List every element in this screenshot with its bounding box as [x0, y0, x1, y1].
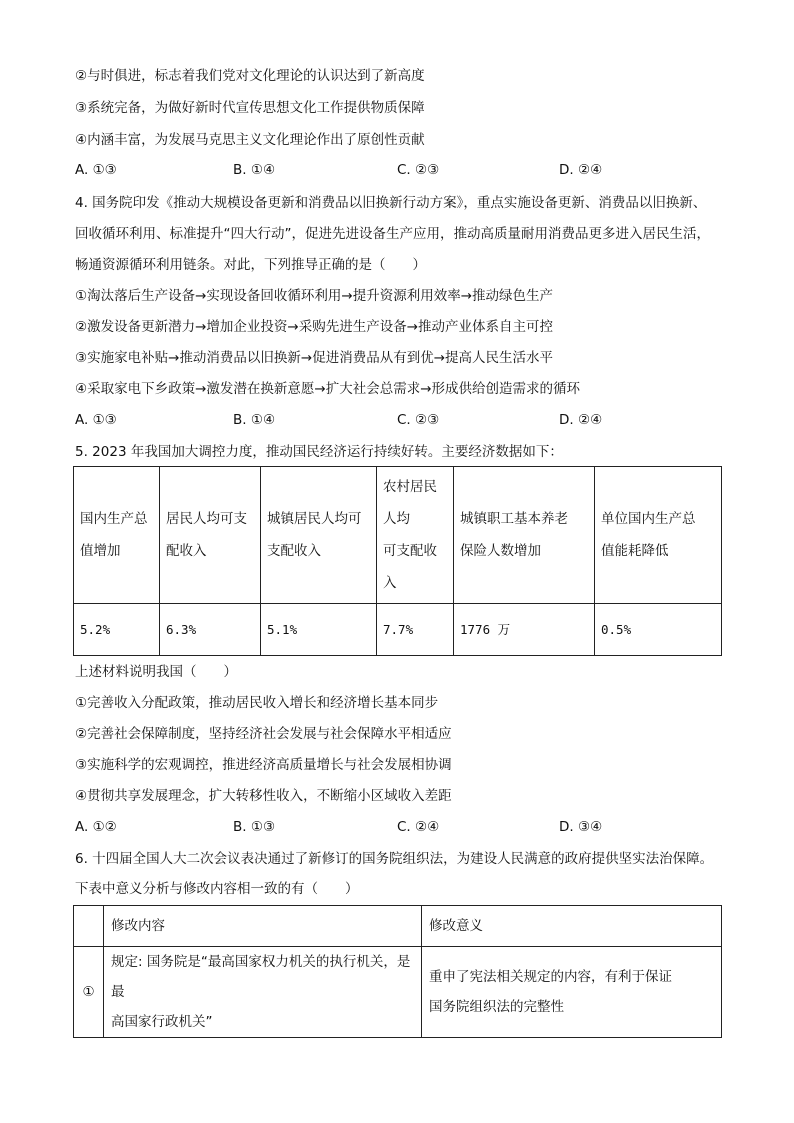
q3-item-4: ④内涵丰富，为发展马克思主义文化理论作出了原创性贡献: [75, 132, 425, 148]
q6-stem-line-2: 下表中意义分析与修改内容相一致的有（ ）: [75, 881, 359, 897]
q3-option-d[interactable]: D. ②④: [559, 162, 603, 178]
q4-item-4: ④采取家电下乡政策→激发潜在换新意愿→扩大社会总需求→形成供给创造需求的循环: [75, 381, 581, 397]
row-meaning: 重申了宪法相关规定的内容，有利于保证 国务院组织法的完整性: [422, 947, 722, 1038]
header-per-capita-income: 居民人均可支 配收入: [160, 467, 261, 604]
q6-stem-line-1: 6. 十四届全国人大二次会议表决通过了新修订的国务院组织法，为建设人民满意的政府提供坚实法治保障。: [75, 851, 714, 867]
q3-option-c[interactable]: C. ②③: [397, 162, 440, 178]
q4-option-a[interactable]: A. ①③: [75, 412, 117, 428]
q5-option-b[interactable]: B. ①③: [233, 819, 276, 835]
table-row: [74, 604, 722, 656]
q5-question: 上述材料说明我国（ ）: [75, 664, 237, 680]
table-header-row: [74, 467, 722, 604]
q4-option-b[interactable]: B. ①④: [233, 412, 276, 428]
q5-item-1: ①完善收入分配政策，推动居民收入增长和经济增长基本同步: [75, 695, 439, 711]
header-meaning: 修改意义: [422, 906, 722, 947]
q5-item-3: ③实施科学的宏观调控，推进经济高质量增长与社会发展相协调: [75, 757, 452, 773]
q5-option-d[interactable]: D. ③④: [559, 819, 603, 835]
q3-item-3: ③系统完备，为做好新时代宣传思想文化工作提供物质保障: [75, 100, 425, 116]
q4-item-2: ②激发设备更新潜力→增加企业投资→采购先进生产设备→推动产业体系自主可控: [75, 319, 554, 335]
economic-data-table: [73, 466, 722, 656]
q3-item-2: ②与时俱进，标志着我们党对文化理论的认识达到了新高度: [75, 68, 425, 84]
header-content: 修改内容: [104, 906, 422, 947]
q4-option-d[interactable]: D. ②④: [559, 412, 603, 428]
table-row: [74, 947, 722, 1038]
q4-item-3: ③实施家电补贴→推动消费品以旧换新→促进消费品从有到优→提高人民生活水平: [75, 350, 554, 366]
value-urban-income: 5.1%: [261, 604, 377, 656]
row-number: ①: [74, 947, 104, 1038]
value-per-capita-income: 6.3%: [160, 604, 261, 656]
value-pension-insured: 1776 万: [454, 604, 595, 656]
header-rural-income: 农村居民 人均 可支配收 入: [377, 467, 454, 604]
header-pension-insured: 城镇职工基本养老 保险人数增加: [454, 467, 595, 604]
q5-item-4: ④贯彻共享发展理念，扩大转移性收入，不断缩小区域收入差距: [75, 788, 452, 804]
header-num: [74, 906, 104, 947]
q5-stem: 5. 2023 年我国加大调控力度，推动国民经济运行持续好转。主要经济数据如下：: [75, 444, 563, 460]
table-header-row: [74, 906, 722, 947]
q3-options: [75, 161, 715, 179]
q4-stem-line-3: 畅通资源循环利用链条。对此，下列推导正确的是（ ）: [75, 257, 426, 273]
value-energy-consumption: 0.5%: [595, 604, 722, 656]
q4-stem-line-1: 4. 国务院印发《推动大规模设备更新和消费品以旧换新行动方案》，重点实施设备更新、消费品以旧换新、: [75, 195, 707, 211]
value-rural-income: 7.7%: [377, 604, 454, 656]
q3-option-a[interactable]: A. ①③: [75, 162, 117, 178]
q4-options: [75, 411, 715, 429]
amendment-table: [73, 905, 722, 1038]
q4-stem-line-2: 回收循环利用、标准提升“四大行动”，促进先进设备生产应用，推动高质量耐用消费品更多进入居民生活，: [75, 226, 710, 242]
header-energy-consumption: 单位国内生产总 值能耗降低: [595, 467, 722, 604]
value-gdp-growth: 5.2%: [74, 604, 160, 656]
q5-options: [75, 818, 715, 836]
header-gdp-growth: 国内生产总 值增加: [74, 467, 160, 604]
q5-option-c[interactable]: C. ②④: [397, 819, 440, 835]
q5-option-a[interactable]: A. ①②: [75, 819, 117, 835]
row-content: 规定: 国务院是“最高国家权力机关的执行机关，是最 高国家行政机关”: [104, 947, 422, 1038]
q3-option-b[interactable]: B. ①④: [233, 162, 276, 178]
q4-option-c[interactable]: C. ②③: [397, 412, 440, 428]
q5-item-2: ②完善社会保障制度，坚持经济社会发展与社会保障水平相适应: [75, 726, 452, 742]
q4-item-1: ①淘汰落后生产设备→实现设备回收循环利用→提升资源利用效率→推动绿色生产: [75, 288, 554, 304]
header-urban-income: 城镇居民人均可 支配收入: [261, 467, 377, 604]
